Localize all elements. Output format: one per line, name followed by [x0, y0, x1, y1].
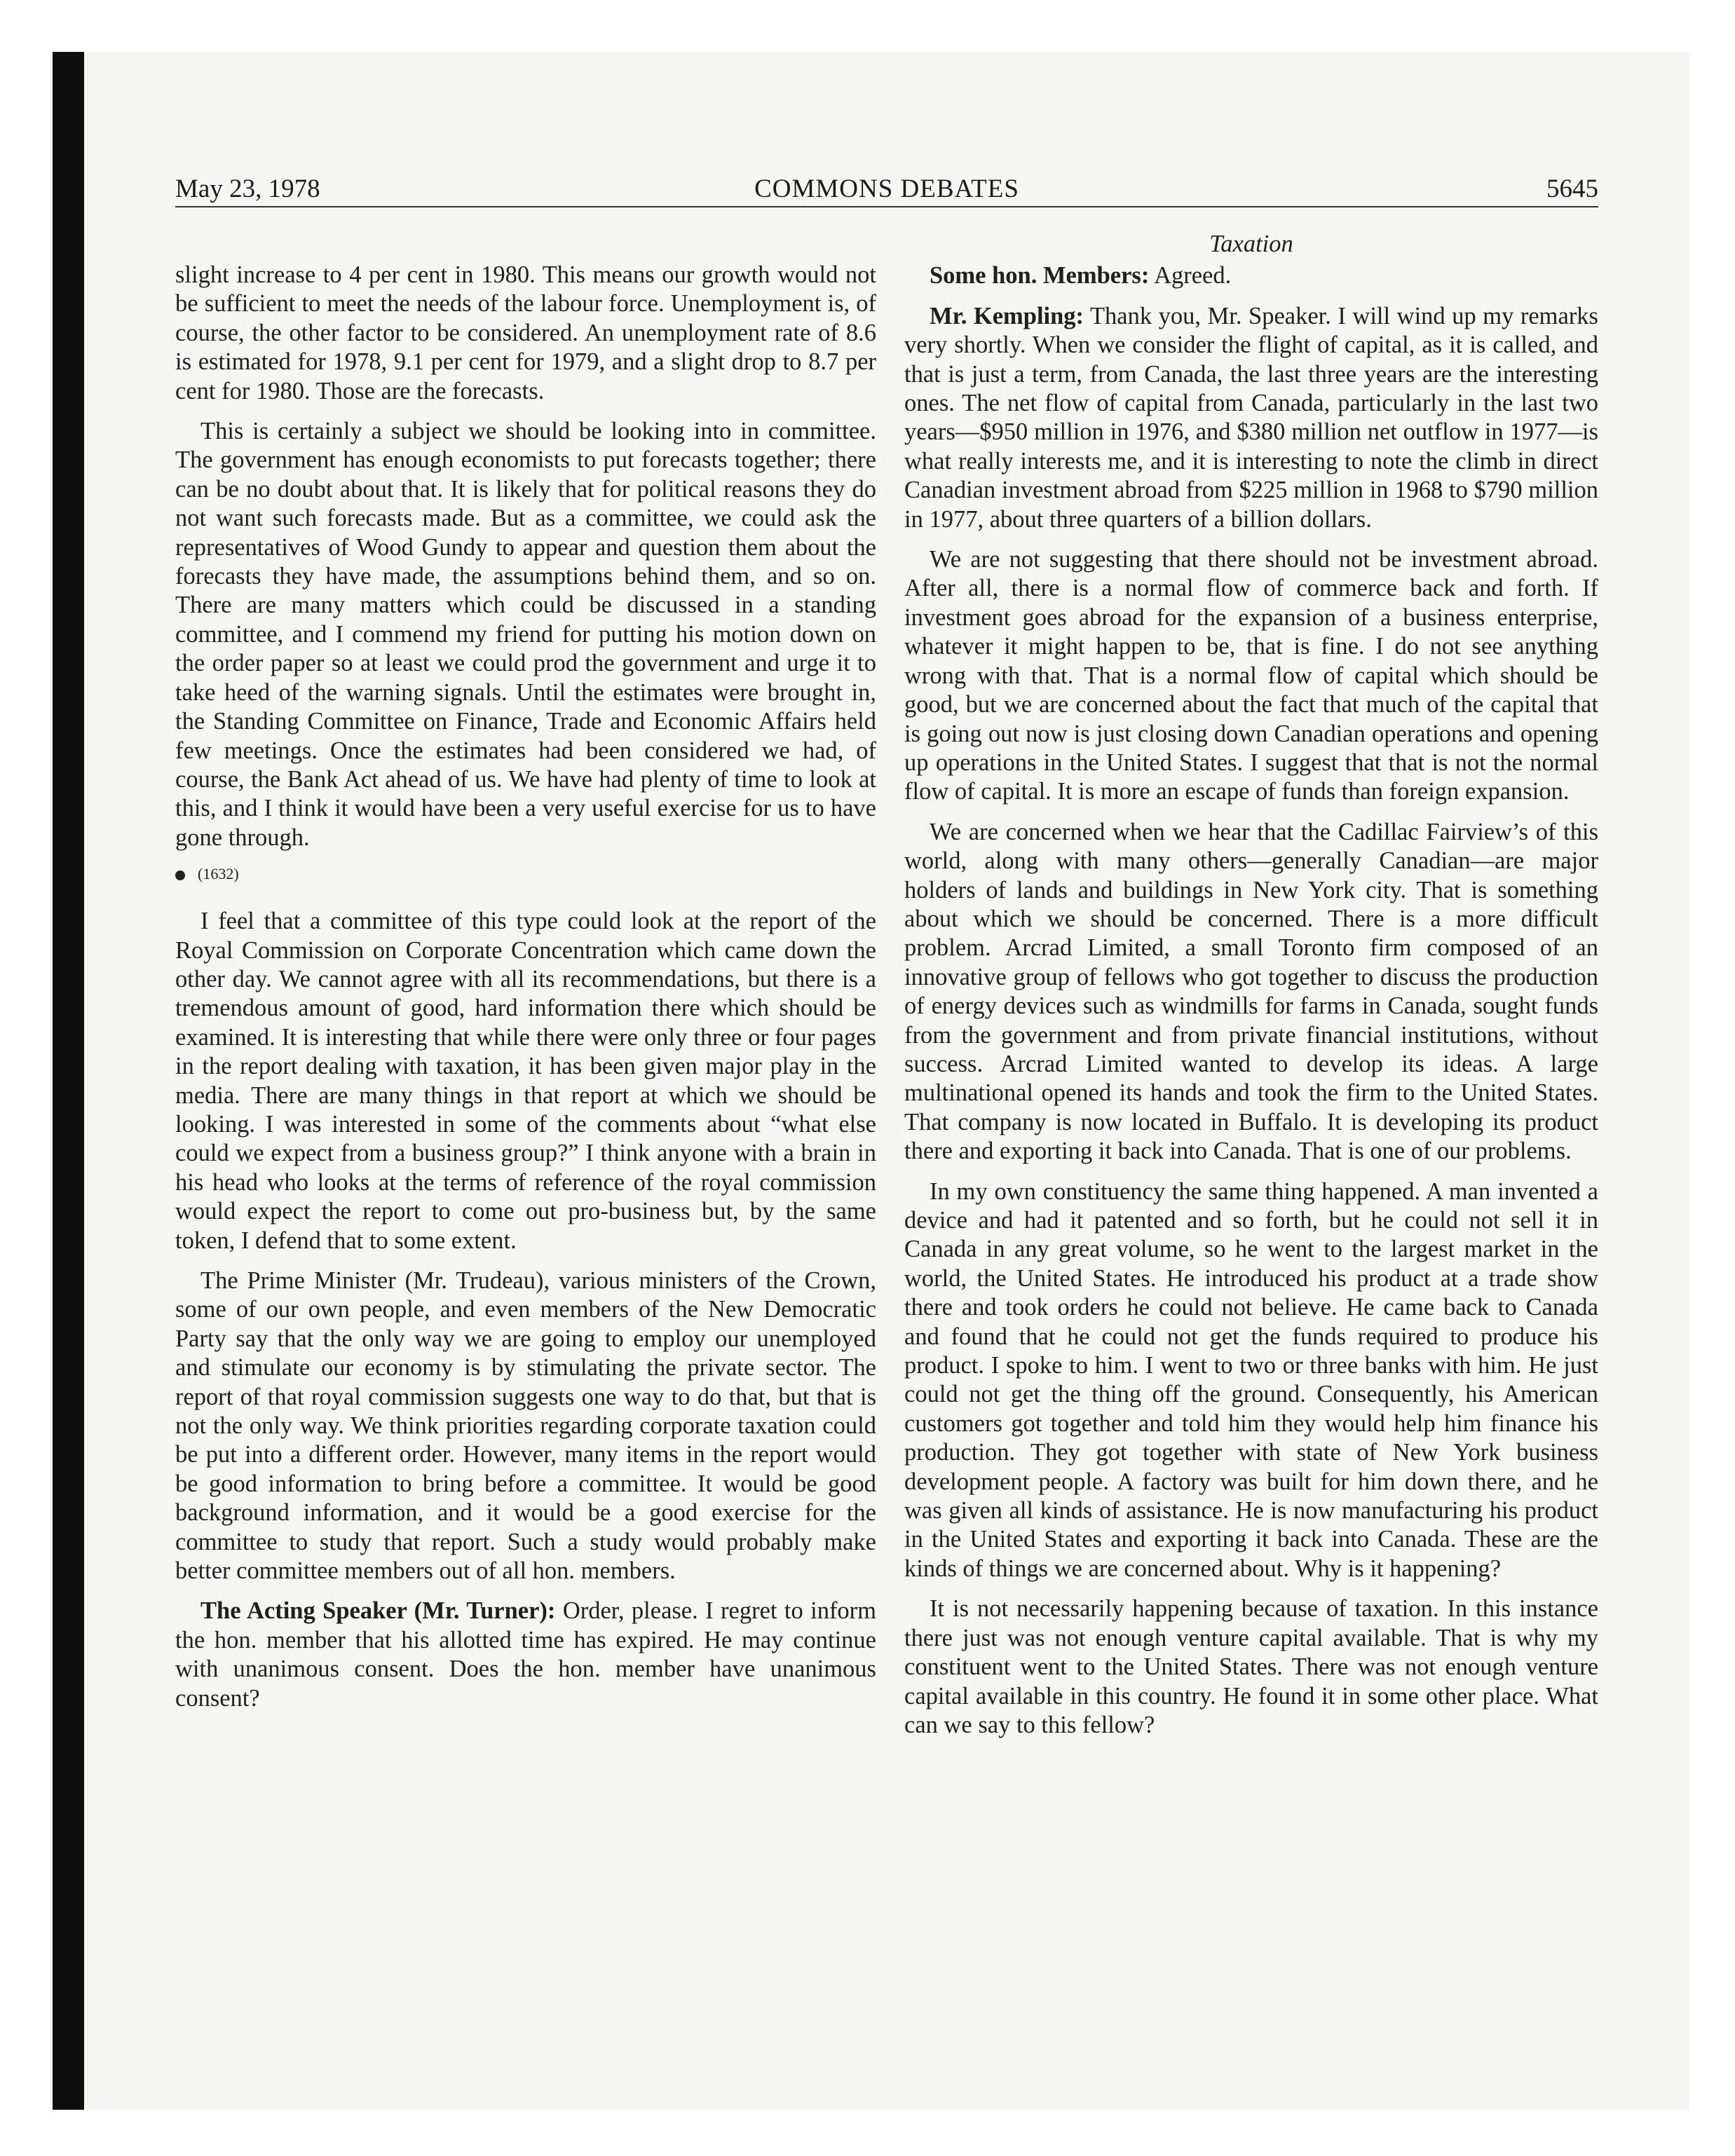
speaker-name: The Acting Speaker (Mr. Turner):: [200, 1597, 556, 1625]
bullet-icon: [175, 871, 185, 880]
scan-edge-bar: [53, 52, 84, 2110]
page-header: [175, 174, 1598, 205]
paragraph: This is certainly a subject we should be looking into in committee. The government has enough economists to put forecasts together; there can be no doubt about that. It is likely that for political reasons they do not want such forecasts made. But as a committee, we could ask the representatives of Wood Gundy to appear and question them about the forecasts they have made, the assumptions behind them, and so on. There are many matters which could be discussed in a standing committee, and I commend my friend for putting his motion down on the order paper so at least we could prod the government and urge it to take heed of the warning signals. Until the estimates were brought in, the Standing Committee on Finance, Trade and Economic Affairs held few meetings. Once the estimates had been considered we had, of course, the Bank Act ahead of us. We have had plenty of time to look at this, and I think it would have been a very useful exercise for us to have gone through.: [175, 418, 876, 851]
speaker-paragraph: [904, 261, 1598, 290]
speaker-name: Mr. Kempling:: [930, 302, 1084, 329]
paragraph: We are not suggesting that there should not be investment abroad. After all, there is a normal flow of commerce back and forth. If investment goes abroad for the expansion of a business enterprise, whatever it might happen to be, that is fine. I do not see anything wrong with that. That is a normal flow of capital which should be good, but we are concerned about the fact that much of the capital that is going out now is just closing down Canadian operations and opening up operations in the United States. I suggest that that is not the normal flow of capital. It is more an escape of funds than foreign expansion.: [904, 546, 1598, 805]
speaker-text: Order, please. I regret to inform the hon. member that his allotted time has expired. He may continue with unanimous consent. Does the hon. member have unanimous consent?: [175, 1597, 877, 1712]
speaker-name: Some hon. Members:: [930, 262, 1150, 289]
header-title: COMMONS DEBATES: [754, 175, 1019, 203]
right-column: [904, 230, 1598, 1751]
header-rule: [175, 206, 1598, 207]
timestamp-text: (1632): [198, 865, 239, 883]
speaker-text: Thank you, Mr. Speaker. I will wind up my remarks very shortly. When we consider the flight of capital, as it is called, and that is just a term, from Canada, the last three years are the interesting ones. The net flow of capital from Canada, particularly in the last two years—$950 million in 1976, and $380 million net outflow in 1977—is what really interests me, and it is interesting to note the climb in direct Canadian investment abroad from $225 million in 1968 to $790 million in 1977, about three quarters of a billion dollars.: [904, 302, 1598, 533]
paragraph: I feel that a committee of this type could look at the report of the Royal Commission on Corporate Concentration which came down the other day. We cannot agree with all its recommendations, but there is a tremendous amount of good, hard information there which should be examined. It is interesting that while there were only three or four pages in the report dealing with taxation, it has been given major play in the media. There are many things in that report at which we should be looking. I was interested in some of the comments about “what else could we expect from a business group?” I think anyone with a brain in his head who looks at the terms of reference of the royal commission would expect the report to come out pro-business but, by the same token, I defend that to some extent.: [175, 908, 876, 1254]
section-title: Taxation: [1209, 231, 1293, 257]
paragraph: We are concerned when we hear that the Cadillac Fairview’s of this world, along with many others—generally Canadian—are major holders of lands and buildings in New York city. That is something about which we should be concerned. There is a more difficult problem. Arcrad Limited, a small Toronto firm composed of an innovative group of fellows who got together to discuss the production of energy devices such as windmills for farms in Canada, sought funds from the government and from private financial institutions, without success. Arcrad Limited wanted to develop its ideas. A large multinational opened its hands and took the firm to the United States. That company is now located in Buffalo. It is developing its product there and exporting it back into Canada. That is one of our problems.: [904, 818, 1598, 1165]
left-column: [175, 261, 876, 1724]
paragraph: In my own constituency the same thing happened. A man invented a device and had it patented and so forth, but he could not sell it in Canada in any great volume, so he went to the largest market in the world, the United States. He introduced his product at a trade show there and took orders he could not believe. He came back to Canada and found that he could not get the funds required to produce his product. I spoke to him. I went to two or three banks with him. He just could not get the thing off the ground. Consequently, his American customers got together and told him they would help him finance his production. They got together with state of New York business development people. A factory was built for him down there, and he was given all kinds of assistance. He is now manufacturing his product in the United States and exporting it back into Canada. These are the kinds of things we are concerned about. Why is it happening?: [904, 1178, 1598, 1582]
header-date: May 23, 1978: [175, 175, 320, 203]
timestamp-marker: [175, 864, 876, 885]
speaker-paragraph: [175, 1597, 876, 1713]
paragraph: slight increase to 4 per cent in 1980. This means our growth would not be sufficient to meet the needs of the labour force. Unemployment is, of course, the other factor to be considered. An unemployment rate of 8.6 is estimated for 1978, 9.1 per cent for 1979, and a slight drop to 8.7 per cent for 1980. Those are the forecasts.: [175, 261, 876, 404]
speaker-text: Agreed.: [1149, 262, 1232, 289]
header-page-number: 5645: [1546, 175, 1598, 203]
paragraph: The Prime Minister (Mr. Trudeau), various ministers of the Crown, some of our own people, and even members of the New Democratic Party say that the only way we are going to employ our unemployed and stimulate our economy is by stimulating the private sector. The report of that royal commission suggests one way to do that, but that is not the only way. We think priorities regarding corporate taxation could be put into a different order. However, many items in the report would be good information to bring before a committee. It would be good background information, and it would be a good exercise for the committee to study that report. Such a study would probably make better committee members out of all hon. members.: [175, 1267, 876, 1585]
speaker-paragraph: [904, 302, 1598, 534]
paragraph: It is not necessarily happening because of taxation. In this instance there just was not enough venture capital available. That is why my constituent went to the United States. There was not enough venture capital available in this country. He found it in some other place. What can we say to this fellow?: [904, 1595, 1598, 1738]
